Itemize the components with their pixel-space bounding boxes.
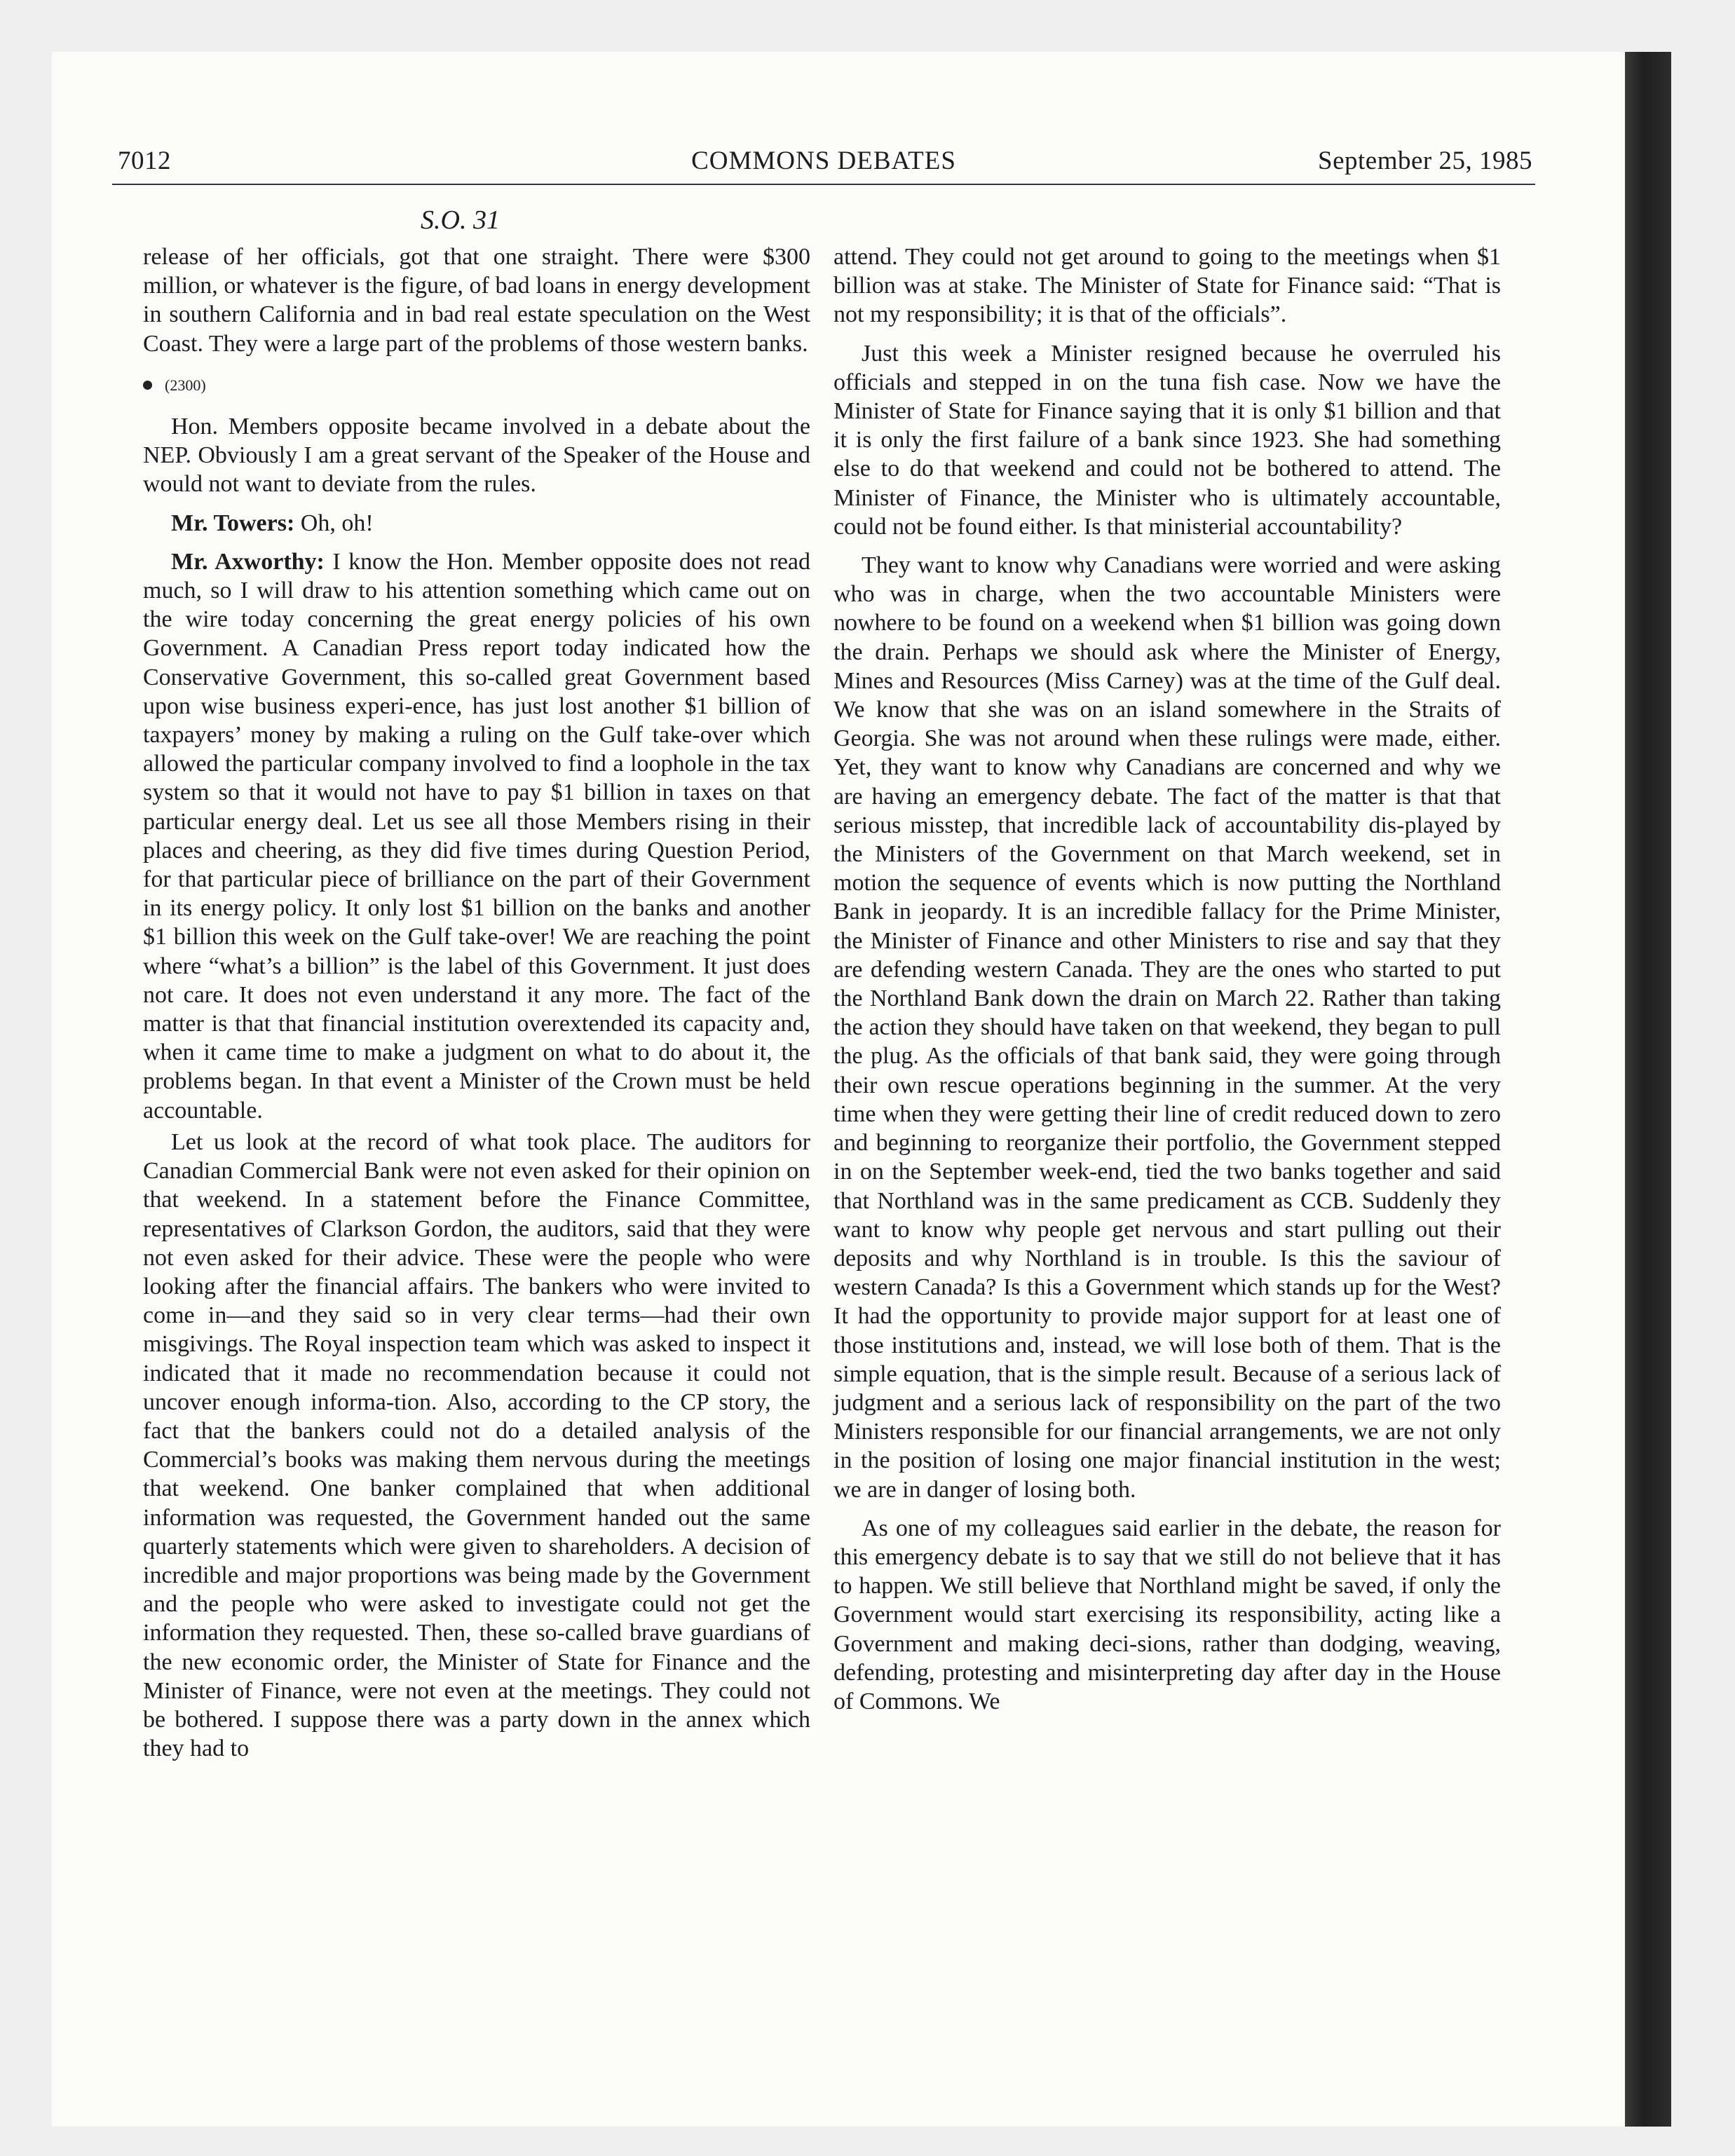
issue-date: September 25, 1985 xyxy=(1318,146,1532,175)
publication-title: COMMONS DEBATES xyxy=(691,146,956,175)
paragraph: Let us look at the record of what took place. The auditors for Canadian Commercial Bank were not even asked for their opinion on that weekend. In a statement before the Finance Committee, representatives of Clarkson Gordon, the auditors, said that they were not even asked for their advice. These were the people who were looking after the financial affairs. The bankers who were invited to come in—and they said so in very clear terms—had their own misgivings. The Royal inspection team which was asked to inspect it indicated that it made no recommendation because it could not uncover enough informa-tion. Also, according to the CP story, the fact that the bankers could not do a detailed analysis of the Commercial’s books was making them nervous during the meetings that weekend. One banker complained that when additional information was requested, the Government handed out the same quarterly statements which were given to shareholders. A decision of incredible and major proportions was being made by the Government and the people who were asked to investigate could not get the information they requested. Then, these so-called brave guardians of the new economic order, the Minister of State for Finance and the Minister of Finance, were not even at the meetings. They could not be bothered. I suppose there was a party down in the annex which they had to xyxy=(143,1128,810,1762)
paragraph: As one of my colleagues said earlier in the debate, the reason for this emergency debate is to say that we still do not believe that it has to happen. We still believe that Northland might be saved, if only the Government would start exercising its responsibility, acting like a Government and making deci-sions, rather than dodging, weaving, defending, protesting and misinterpreting day after day in the House of Commons. We xyxy=(834,1515,1501,1714)
paragraph: Hon. Members opposite became involved in a debate about the NEP. Obviously I am a great servant of the Speaker of the House and would not want to deviate from the rules. xyxy=(143,414,810,498)
speech-towers xyxy=(143,509,810,538)
paragraph: They want to know why Canadians were worried and were asking who was in charge, when the two accountable Ministers were nowhere to be found on a weekend when $1 billion was going down the drain. Perhaps we should ask where the Minister of Energy, Mines and Resources (Miss Carney) was at the time of the Gulf deal. We know that she was on an island somewhere in the Straits of Georgia. She was not around when these rulings were made, either. Yet, they want to know why Canadians are concerned and why we are having an emergency debate. The fact of the matter is that that serious misstep, that incredible lack of accountability dis-played by the Ministers of the Government on that March weekend, set in motion the sequence of events which is now putting the Northland Bank in jeopardy. It is an incredible fallacy for the Prime Minister, the Minister of Finance and other Ministers to rise and say that they are defending western Canada. They are the ones who started to put the Northland Bank down the drain on March 22. Rather than taking the action they should have taken on that weekend, they began to pull the plug. As the officials of that bank said, they were going through their own rescue operations beginning in the summer. At the very time when they were getting their line of credit reduced down to zero and beginning to reorganize their portfolio, the Government stepped in on the September week-end, tied the two banks together and said that Northland was in the same predicament as CCB. Suddenly they want to know why people get nervous and start pulling out their deposits and why Northland is in trouble. Is this the saviour of western Canada? Is this a Government which stands up for the West? It had the opportunity to provide major support for at least one of those institutions and, instead, we will lose both of them. That is the simple equation, that is the simple result. Because of a serious lack of judgment and a serious lack of responsibility on the part of the two Ministers responsible for our financial arrangements, we are not only in the position of losing one major financial institution in the west; we are in danger of losing both. xyxy=(834,552,1501,1503)
paragraph: release of her officials, got that one straight. There were $300 million, or whatever is the figure, of bad loans in energy development in southern California and in bad real estate speculation on the West Coast. They were a large part of the problems of those western banks. xyxy=(143,244,810,357)
speech-text: Oh, oh! xyxy=(300,510,374,536)
speech-axworthy xyxy=(143,547,810,1125)
section-rubric: S.O. 31 xyxy=(421,205,500,235)
paragraph: Just this week a Minister resigned because he overruled his officials and stepped in on the tuna fish case. Now we have the Minister of State for Finance saying that it is only $1 billion and that it is only the first failure of a bank since 1923. She had something else to do that weekend and could not be bothered to attend. The Minister of Finance, the Minister who is ultimately accountable, could not be found either. Is that ministerial accountability? xyxy=(834,340,1501,540)
page-number: 7012 xyxy=(118,146,171,175)
paragraph: attend. They could not get around to going to the meetings when $1 billion was at stake. The Minister of State for Finance said: “That is not my responsibility; it is that of the officials”. xyxy=(834,244,1501,328)
speaker-name: Mr. Axworthy: xyxy=(171,548,325,575)
right-column xyxy=(834,243,1501,1716)
left-column xyxy=(143,243,810,1763)
speaker-name: Mr. Towers: xyxy=(171,510,295,536)
bullet-icon xyxy=(143,381,152,390)
scan-edge-shadow xyxy=(1625,52,1671,2127)
time-marker-label: (2300) xyxy=(165,376,206,394)
running-header xyxy=(112,146,1535,185)
time-marker xyxy=(143,371,810,400)
speech-text: I know the Hon. Member opposite does not read much, so I will draw to his attention something which came out on the wire today concerning the great energy policies of his own Government. A Canadian Press report today indicated how the Conservative Government, this so-called great Government based upon wise business experi-ence, has just lost another $1 billion of taxpayers’ money by making a ruling on the Gulf take-over which allowed the particular company involved to find a loophole in the tax system so that it would not have to pay $1 billion in taxes on that particular energy deal. Let us see all those Members rising in their places and cheering, as they did five times during Question Period, for that particular piece of brilliance on the part of their Government in its energy policy. It only lost $1 billion on the banks and another $1 billion this week on the Gulf take-over! We are reaching the point where “what’s a billion” is the label of this Government. It just does not care. It does not even understand it any more. The fact of the matter is that that financial institution overextended its capacity and, when it came time to make a judgment on what to do about it, the problems began. In that event a Minister of the Crown must be held accountable. xyxy=(143,548,811,1124)
